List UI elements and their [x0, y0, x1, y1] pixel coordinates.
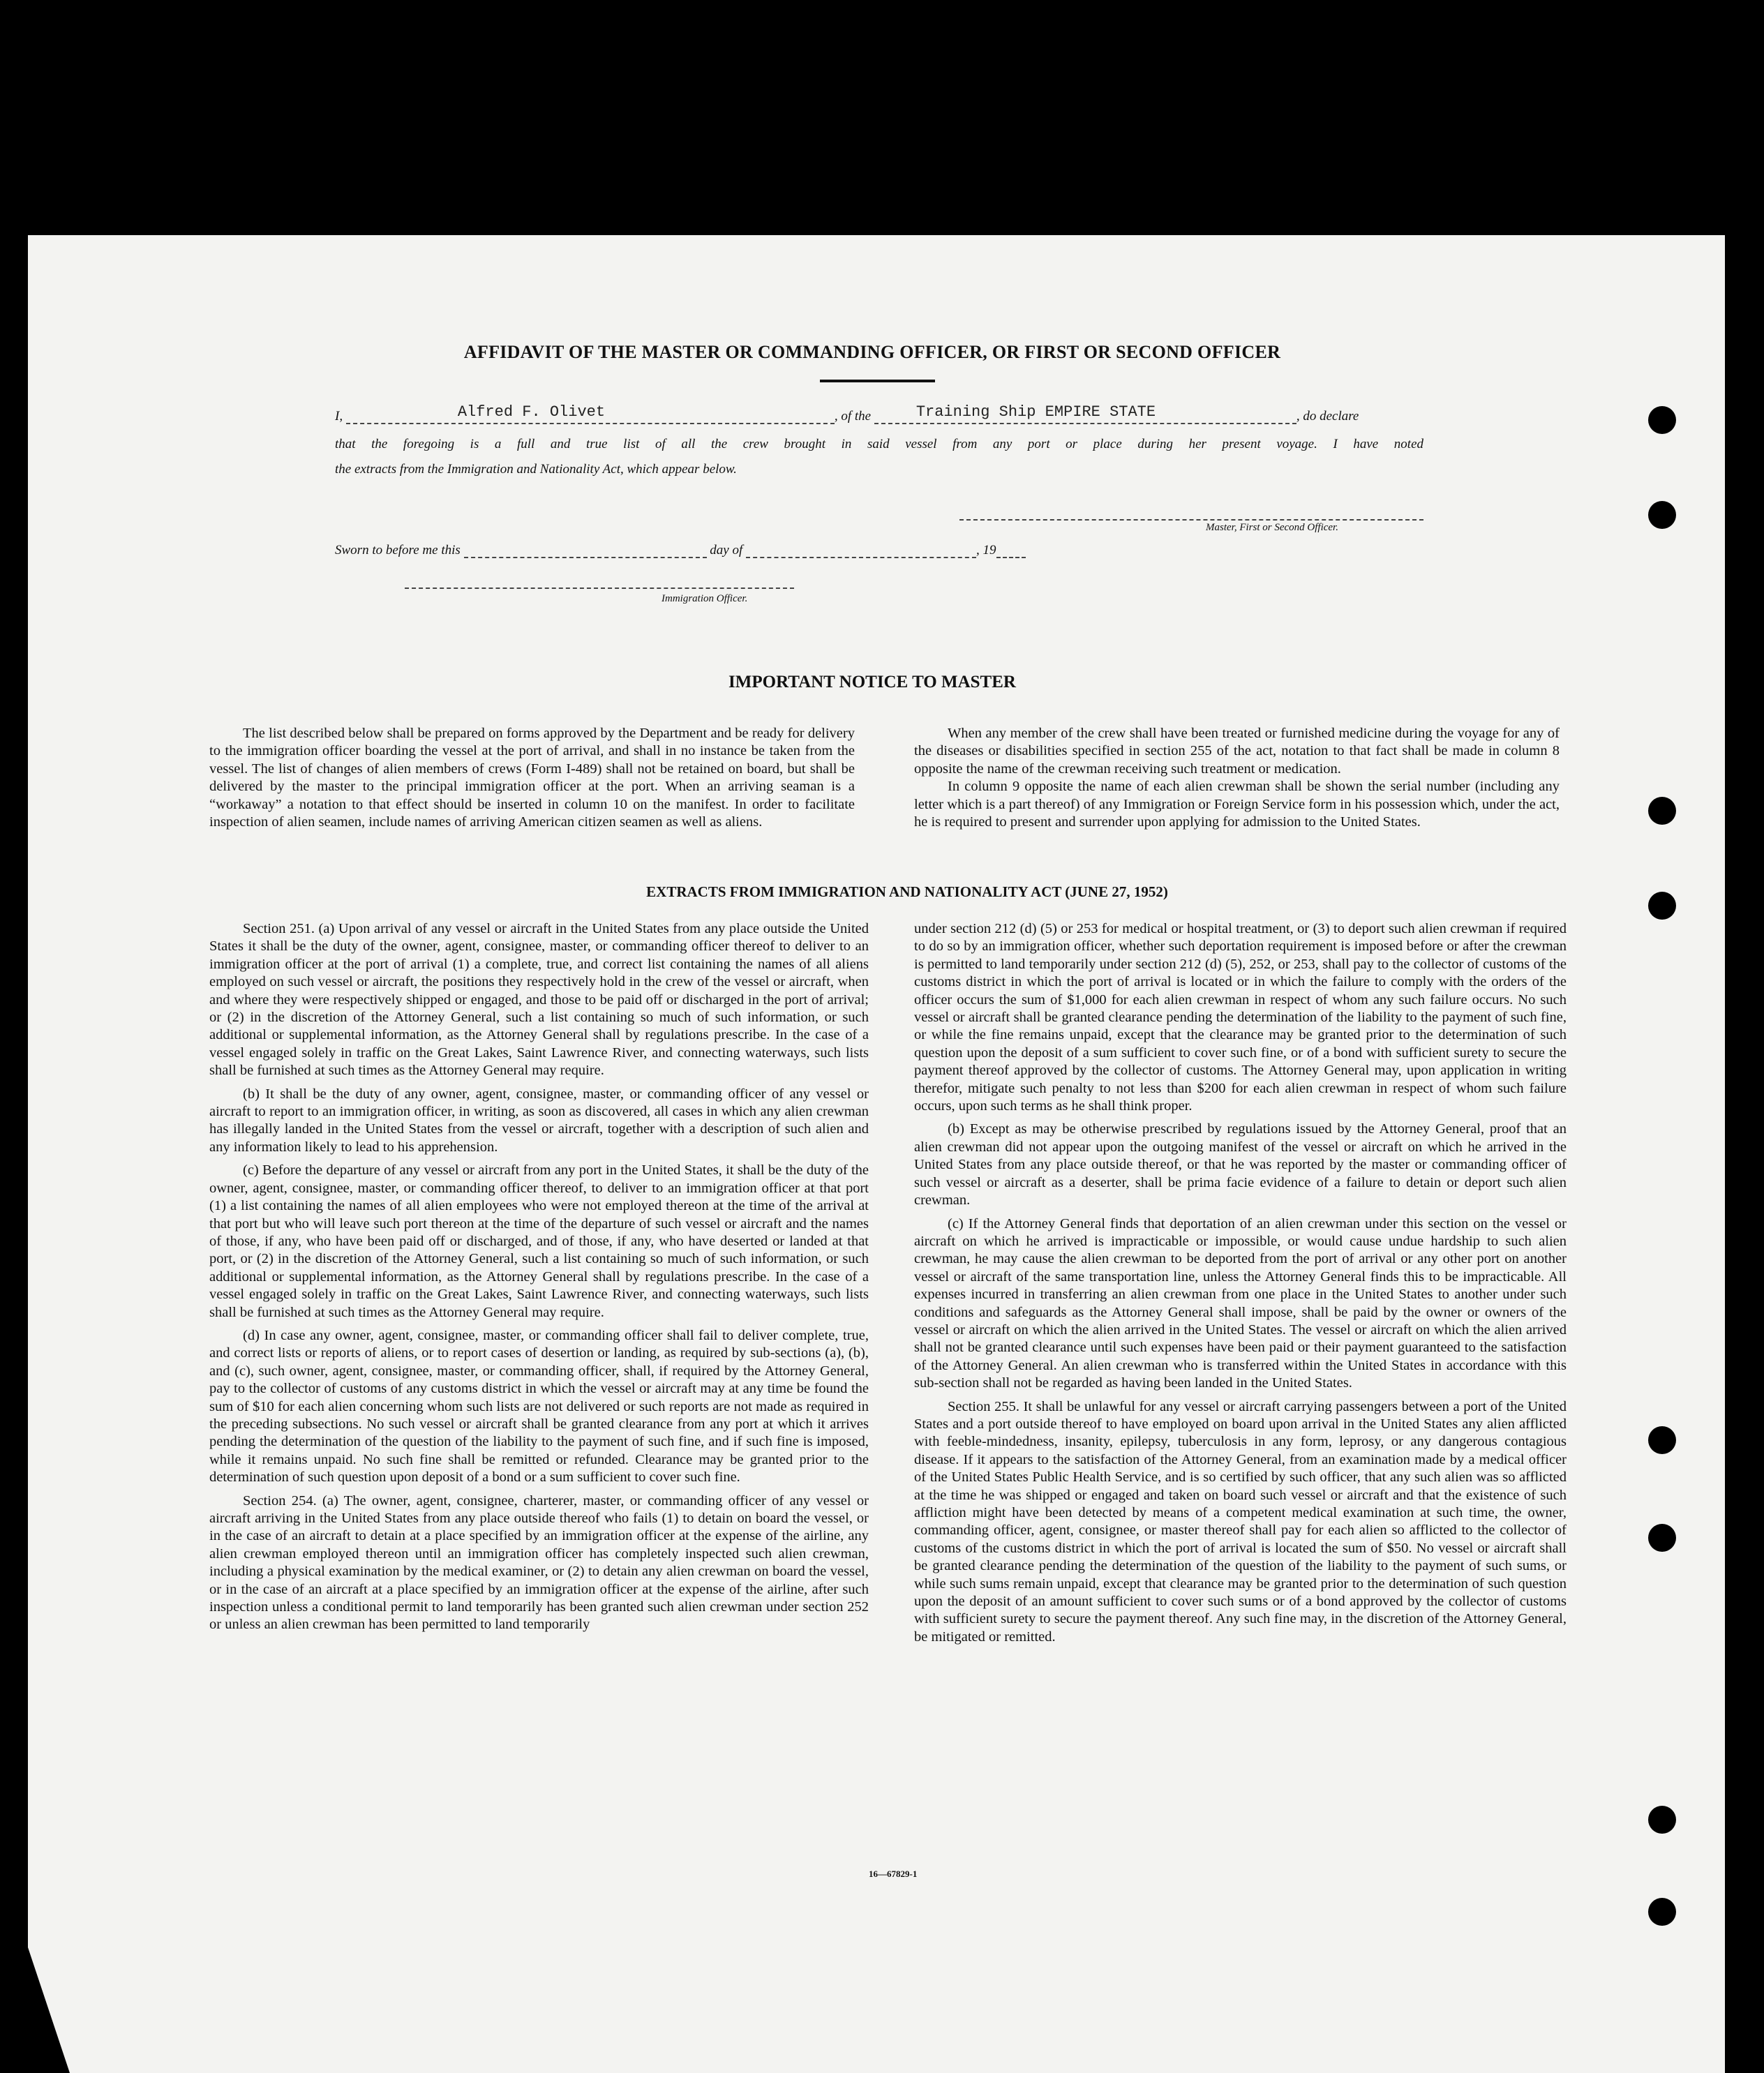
do-declare-label: , do declare	[1296, 409, 1359, 424]
master-signature-line	[959, 519, 1423, 521]
of-the-label: , of the	[834, 409, 872, 424]
binder-hole	[1648, 1426, 1676, 1454]
sworn-date-field	[464, 541, 707, 558]
notice-title: IMPORTANT NOTICE TO MASTER	[728, 673, 1016, 691]
binder-hole	[1648, 1806, 1676, 1834]
officer-signature-label: Immigration Officer.	[662, 593, 748, 604]
extract-paragraph: (d) In case any owner, agent, consignee, master, or commanding officer shall fail to deliver complete, true, and correct lists or reports of aliens, or to report cases of desertion or landing, as required by sub-sections (a), (b), and (c), such owner, agent, consignee, master, or commanding officer, shall, if required by the Attorney General, pay to the collector of customs of any customs district in which the vessel or aircraft may at any time be found the sum of $10 for each alien concerning whom such lists are not delivered or such reports are not made as required in the preceding subsections. No such vessel or aircraft shall be granted clearance from any port at which it arrives pending the determination of the question of the liability to the payment of such fine, and if such fine is imposed, while it remains unpaid. No such fine shall be remitted or refunded. Clearance may be granted prior to the determination of such question upon deposit of a bond or a sum sufficient to cover such fine.	[209, 1327, 869, 1485]
sworn-month-field	[746, 541, 976, 558]
binder-hole	[1648, 1898, 1676, 1926]
vessel-name: Training Ship EMPIRE STATE	[915, 403, 1156, 421]
extract-paragraph: (b) It shall be the duty of any owner, agent, consignee, master, or commanding officer of any vessel or aircraft to report to an immigration officer, in writing, as soon as discovered, all cases in which any alien crewman has illegally landed in the United States from the vessel or aircraft, together with a description of such alien and any information likely to lead to his apprehension.	[209, 1086, 869, 1155]
notice-left-column	[209, 725, 855, 831]
declaration-line-3: the extracts from the Immigration and Nationality Act, which appear below.	[335, 462, 737, 477]
master-name: Alfred F. Olivet	[457, 403, 606, 421]
sworn-line	[335, 541, 1026, 558]
extracts-right-column	[914, 920, 1567, 1646]
declaration-line-2: that the foregoing is a full and true list of all the crew brought in said vessel from any port or place during her present voyage. I have noted	[335, 437, 1423, 451]
extracts-left-column	[209, 920, 869, 1634]
binder-hole	[1648, 1524, 1676, 1552]
binder-hole	[1648, 797, 1676, 825]
sworn-label: Sworn to before me this	[335, 543, 461, 557]
year-label: , 19	[976, 543, 996, 557]
extract-paragraph: (c) If the Attorney General finds that deportation of an alien crewman under this section on the vessel or aircraft on which he arrived is impracticable or impossible, or would cause undue hardship to such alien crewman, he may cause the alien crewman to be deported from the port of arrival or any other port on another vessel or aircraft of the same transportation line, unless the Attorney General finds this to be impracticable. All expenses incurred in transferring an alien crewman from one place in the United States to another under such conditions and safeguards as the Attorney General shall impose, shall be paid by the owner or owners of the vessel or aircraft on which the alien arrived in the United States. The vessel or aircraft on which the alien arrived shall not be granted clearance until such expenses have been paid or their payment guaranteed to the satisfaction of the Attorney General. An alien crewman who is transferred within the United States in accordance with this sub-section shall not be regarded as having been landed in the United States.	[914, 1215, 1567, 1391]
notice-paragraph: The list described below shall be prepared on forms approved by the Department and be ready for delivery to the immigration officer boarding the vessel at the port of arrival, and shall in no instance be taken from the vessel. The list of changes of alien members of crews (Form I-489) shall not be retained on board, but shall be delivered by the master to the principal immigration officer at the port. When an arriving seaman is a “workaway” a notation to that effect should be inserted in column 10 on the manifest. In order to facilitate inspection of alien seamen, include names of arriving American citizen seamen as well as aliens.	[209, 726, 855, 830]
name-field	[346, 403, 835, 424]
extract-paragraph: Section 254. (a) The owner, agent, consignee, charterer, master, or commanding officer of any vessel or aircraft arriving in the United States from any place outside thereof who fails (1) to detain on board the vessel, or in the case of an aircraft to detain at a place specified by an immigration officer at the expense of the airline, any alien crewman employed thereon until an immigration officer has completely inspected such alien crewman, including a physical examination by the medical examiner, or (2) to detain any alien crewman on board the vessel, or in the case of an aircraft at a place specified by an immigration officer at the expense of the airline, after such inspection unless a conditional permit to land temporarily has been granted such alien crewman under section 252 or unless an alien crewman has been permitted to land temporarily	[209, 1492, 869, 1633]
binder-hole	[1648, 892, 1676, 920]
form-number: 16—67829-1	[869, 1869, 918, 1879]
binder-hole	[1648, 406, 1676, 434]
master-signature-label: Master, First or Second Officer.	[1206, 522, 1338, 533]
sworn-year-field	[996, 541, 1026, 558]
binder-hole	[1648, 501, 1676, 529]
title-rule	[820, 380, 935, 382]
notice-paragraph: In column 9 opposite the name of each alien crewman shall be shown the serial number (including any letter which is a part thereof) of any Immigration or Foreign Service form in his possession which, under the act, he is required to present and surrender upon applying for admission to the United States.	[914, 779, 1560, 830]
extract-paragraph: Section 255. It shall be unlawful for any vessel or aircraft carrying passengers between a port of the United States and a port outside thereof to have employed on board upon arrival in the United States any alien afflicted with feeble-mindedness, insanity, epilepsy, tuberculosis in any form, leprosy, or any dangerous contagious disease. If it appears to the satisfaction of the Attorney General, from an examination made by a medical officer of the United States Public Health Service, and is so certified by such officer, that any such alien was so afflicted at the time he was shipped or engaged and taken on board such vessel or aircraft and that the existence of such affliction might have been detected by means of a competent medical examination at such time, the owner, commanding officer, agent, consignee, or master thereof shall pay for each alien so afflicted to the collector of customs of the customs district in which the port of arrival is located the sum of $50. No vessel or aircraft shall be granted clearance pending the determination of the question of the liability to the payment of such sums, or while such sums remain unpaid, except that clearance may be granted prior to the determination of such question upon the deposit of an amount sufficient to cover such sums or of a bond approved by the collector of customs with sufficient surety to secure the payment thereof. Any such fine may, in the discretion of the Attorney General, be mitigated or remitted.	[914, 1398, 1567, 1645]
declaration-pronoun: I,	[335, 409, 343, 424]
torn-corner	[28, 1947, 70, 2073]
declaration-line	[335, 403, 1423, 424]
vessel-field	[874, 403, 1296, 424]
extract-paragraph: (c) Before the departure of any vessel or aircraft from any port in the United States, it shall be the duty of the owner, agent, consignee, master, or commanding officer thereof, to deliver to an immigration officer at that port (1) a list containing the names of all alien employees who were not employed thereon at the time of the arrival at that port but who will leave such port thereon at the time of the departure of such vessel or aircraft and the names of those, if any, who have been paid off or discharged, and of those, if any, who have deserted or landed at that port, or (2) in the discretion of the Attorney General, such a list containing so much of such information, or such additional or supplemental information, as the Attorney General shall by regulations prescribe. In the case of a vessel engaged solely in traffic on the Great Lakes, Saint Lawrence River, and connecting waterways, such lists shall be furnished at such times as the Attorney General may require.	[209, 1162, 869, 1320]
day-of-label: day of	[710, 543, 743, 557]
extract-paragraph: under section 212 (d) (5) or 253 for medical or hospital treatment, or (3) to deport such alien crewman if required to do so by an immigration officer, whether such deportation requirement is imposed before or after the crewman is permitted to land temporarily under section 212 (d) (5), 252, or 253, shall pay to the collector of customs of the customs district in which the port of arrival is located or in which the failure to comply with the orders of the officer occurs the sum of $1,000 for each alien crewman in respect of whom any such failure occurs. No such vessel or aircraft shall be granted clearance pending the determination of the liability to the payment of such fine, or while the fine remains unpaid, except that the clearance may be granted prior to the determination of such question upon the deposit of a sum sufficient to cover such fine, or of a bond with sufficient surety to secure the payment thereof approved by the collector of customs. The Attorney General may, upon application in writing therefor, mitigate such penalty to not less than $200 for each alien crewman in respect of whom such failure occurs, upon such terms as he shall think proper.	[914, 921, 1567, 1114]
officer-signature-line	[405, 588, 794, 589]
notice-paragraph: When any member of the crew shall have been treated or furnished medicine during the voyage for any of the diseases or disabilities specified in section 255 of the act, notation to that fact shall be made in column 8 opposite the name of the crewman receiving such treatment or medication.	[914, 726, 1560, 777]
extract-paragraph: (b) Except as may be otherwise prescribed by regulations issued by the Attorney General, proof that an alien crewman did not appear upon the outgoing manifest of the vessel or aircraft on which he arrived in the United States from any place outside thereof, or that he was reported by the master or commanding officer of such vessel or aircraft as a deserter, shall be prima facie evidence of a failure to detain or deport such alien crewman.	[914, 1121, 1567, 1208]
extract-paragraph: Section 251. (a) Upon arrival of any vessel or aircraft in the United States from any place outside the United States it shall be the duty of the owner, agent, consignee, master, or commanding officer thereof to deliver to an immigration officer at the port of arrival (1) a complete, true, and correct list containing the names of all aliens employed on such vessel or aircraft, the positions they respectively hold in the crew of the vessel or aircraft, when and where they were respectively shipped or engaged, and those to be paid off or discharged in the port of arrival; or (2) in the discretion of the Attorney General, such a list containing so much of such information, or such additional or supplemental information, as the Attorney General shall by regulations prescribe. In the case of a vessel engaged solely in traffic on the Great Lakes, Saint Lawrence River, and connecting waterways, such lists shall be furnished at such times as the Attorney General may require.	[209, 921, 869, 1079]
notice-right-column	[914, 725, 1560, 831]
extracts-title: EXTRACTS FROM IMMIGRATION AND NATIONALITY ACT (JUNE 27, 1952)	[646, 883, 1168, 900]
affidavit-title: AFFIDAVIT OF THE MASTER OR COMMANDING OFFICER, OR FIRST OR SECOND OFFICER	[463, 342, 1281, 362]
